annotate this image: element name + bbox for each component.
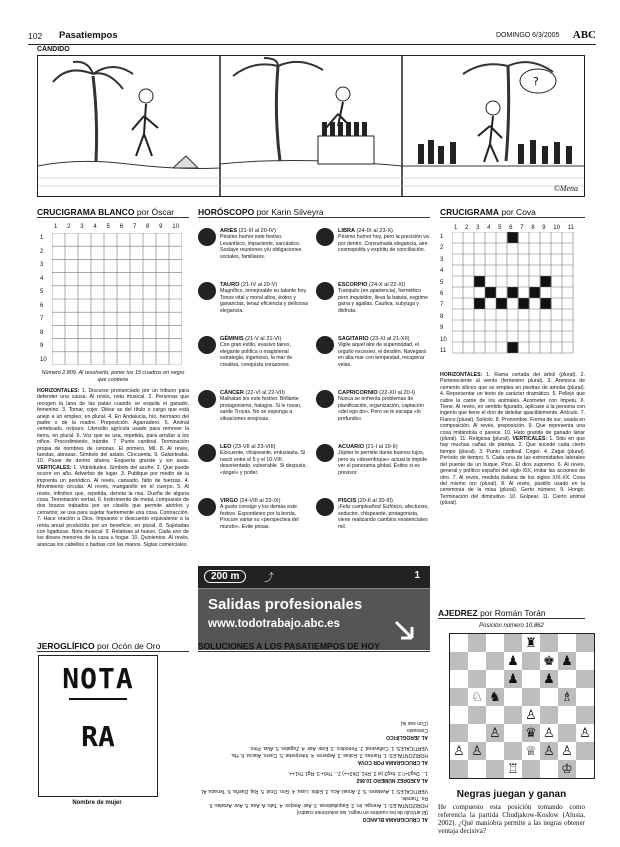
- ad-url[interactable]: www.todotrabajo.abc.es: [208, 618, 340, 630]
- newspaper-logo: ABC: [572, 29, 596, 41]
- crucigrama-cova-col-numbers: [454, 225, 574, 231]
- crucigrama-cova-row-numbers: [440, 234, 450, 354]
- horoscope-piscis: [316, 498, 431, 530]
- clues-label: HORIZONTALES:: [37, 388, 80, 394]
- capricornio-icon: [316, 390, 334, 408]
- jeroglifico-line2: RA: [81, 720, 115, 753]
- section-title-bold: CRUCIGRAMA BLANCO: [37, 207, 135, 217]
- sign-name: ARIES: [220, 228, 238, 234]
- clues-label: VERTICALES:: [512, 436, 548, 443]
- fraction-line: [69, 698, 127, 700]
- crucigrama-blanco-note: Número 2.809. Al resolverlo, poner los 15 cuadros en negro que contiene: [41, 370, 185, 383]
- sign-date: (24-IX al 23-X): [356, 228, 393, 234]
- solucion-line: VERTICALES: 1. Cañaveral. 2. Periódico. 3. Este. Asir. 4. Zagales. 5. Alas. Pino.: [249, 745, 428, 751]
- page-header: [28, 30, 596, 45]
- sign-name: CAPRICORNIO: [338, 390, 378, 396]
- row-number: 1: [440, 234, 444, 240]
- row-number: 8: [440, 313, 444, 320]
- verticales-text: 1. Sitio en que hay muchas cañas de plantas. 2. Que sucede cada cierto tiempo (plural). 3. Punto cardinal. Coger. 4. Zagal (plural). Período de tiempo. 5. Cada una de las extremidades laterales del puente de un buque. Pino. El dios supremo. 6. Al revés, general y político español del siglo XIX, imitar las acciones de otro. 7. Al revés, medida italiana de los siglos XIX-XX. Cosa del mismo oro (plural). 8. Al revés, pastillo usado en la ceremonia de la misa (plural). Gerto número. 9. Hongo. Terminación del diminutivo. 10. Golpear. 11. Cierto animal (plural).: [440, 436, 585, 507]
- soluciones-title: SOLUCIONES A LOS PASATIEMPOS DE HOY: [198, 641, 430, 652]
- solucion-line: VERTICALES: 1. Avatares. S. 2. Anual. Aca. 3. Edite. Lasa. 4. Giro. Ocat. 5. Raj. Dueña. 6. Tenaza. Al.: [200, 788, 428, 794]
- ad-step: 1: [414, 570, 420, 581]
- horoscopo-title: [198, 207, 430, 218]
- chess-board: [449, 633, 595, 779]
- solucion-line: Consuelo: [406, 727, 428, 733]
- sign-text: Tranquilo (en apariencia), hermético pero inquisidor, lleva la batuta, esgrime garra y agallas. Cautiva, subyuga y disfruta.: [338, 288, 428, 314]
- section-author: por Cova: [501, 207, 536, 217]
- solucion-line: AL JEROGLÍFICO: [386, 734, 428, 740]
- col-number: 8: [145, 224, 150, 230]
- section-title-bold: CRUCIGRAMA: [440, 207, 500, 217]
- row-number: 3: [40, 262, 44, 269]
- comic-illustration: [38, 56, 584, 196]
- section-author: por Román Torán: [480, 608, 546, 618]
- horoscope-aries: [198, 228, 310, 260]
- escorpio-icon: [316, 282, 334, 300]
- sign-name: TAURO: [220, 282, 240, 288]
- sagitario-icon: [316, 336, 334, 354]
- sign-name: ESCORPIO: [338, 282, 368, 288]
- sign-name: CÁNCER: [220, 390, 244, 396]
- ajedrez-subtitle: Posición número 10.862: [479, 623, 544, 629]
- sign-date: (24-X al 22-XI): [368, 282, 406, 288]
- col-number: 7: [132, 224, 137, 230]
- col-number: 5: [106, 224, 110, 230]
- row-number: 11: [440, 347, 447, 354]
- col-number: 2: [465, 225, 469, 231]
- sign-date: (21-IV al 20-V): [240, 282, 278, 288]
- soluciones-box: [198, 656, 430, 826]
- ad-headline: Salidas profesionales: [208, 596, 363, 613]
- crucigrama-cova-clues: [440, 372, 585, 507]
- sign-date: (24-VIII al 23-IX): [239, 498, 281, 504]
- ad-distance: 200 m: [204, 570, 246, 583]
- crucigrama-blanco-title: [37, 207, 189, 218]
- sign-date: (21-V al 21-VI): [245, 336, 282, 342]
- row-number: 9: [440, 325, 444, 332]
- col-number: 8: [531, 225, 535, 231]
- sign-date: (21-III al 20-IV): [238, 228, 276, 234]
- horoscope-tauro: [198, 282, 310, 314]
- horoscope-geminis: [198, 336, 310, 368]
- horoscope-leo: [198, 444, 310, 476]
- sign-date: (21-I al 19-II): [365, 444, 398, 450]
- sign-text: Malhatan les este festivo. Brillante protagonismo, halagos. Si le rozan, sarde Troyas. No se exponga a situaciones enojosas.: [220, 396, 302, 422]
- sign-date: (20-II al 20-III): [357, 498, 393, 504]
- sign-text: A gusto consigo y los demás este festivo. Espontáneo por la borda. Procure variar su «perspectiva del mundo». Evite prisas.: [220, 504, 299, 530]
- col-number: 1: [54, 224, 58, 230]
- todotrabajo-ad[interactable]: [198, 566, 430, 650]
- sign-text: Pésimo humor este festivo. Levantisco, impaciente, sarcástico. Soslaye reuniones y/u obligaciones sociales, familiares.: [220, 234, 302, 260]
- sign-text: Nunca se enfrenta problemas de planificación, organización, captación «del ego do». Pero se le escapa «lo profundo».: [338, 396, 424, 422]
- sign-date: (22-XII al 20-I): [379, 390, 415, 396]
- row-number: 1: [40, 235, 44, 241]
- horoscope-sagitario: [316, 336, 431, 368]
- crucigrama-blanco-clues: [37, 388, 189, 548]
- clues-label: VERTICALES:: [37, 464, 72, 471]
- row-number: 10: [40, 356, 47, 363]
- piscis-icon: [316, 498, 334, 516]
- sign-date: (23-VII al 23-VIII): [232, 444, 276, 450]
- svg-text:?: ?: [533, 75, 539, 88]
- sign-date: (23-XI al 21-XII): [370, 336, 410, 342]
- crucigrama-blanco-col-numbers: [54, 224, 179, 230]
- horoscope-acuario: [316, 444, 431, 476]
- sign-name: GÉMINIS: [220, 336, 244, 342]
- horoscope-list: [198, 228, 433, 558]
- row-number: 2: [40, 248, 44, 255]
- section-author: por Óscar: [136, 207, 175, 217]
- jeroglifico-box: [38, 655, 158, 797]
- sign-date: (22-VI al 22-VII): [245, 390, 285, 396]
- comic-strip: [37, 55, 585, 197]
- aries-icon: [198, 228, 216, 246]
- section-title-bold: HORÓSCOPO: [198, 207, 255, 217]
- col-number: 9: [159, 224, 163, 230]
- col-number: 5: [498, 225, 502, 231]
- sign-name: SAGITARIO: [338, 336, 369, 342]
- col-number: 4: [487, 225, 491, 231]
- col-number: 9: [542, 225, 546, 231]
- section-author: por Ocón de Oro: [97, 641, 161, 651]
- col-number: 2: [67, 224, 71, 230]
- sign-name: LIBRA: [338, 228, 356, 234]
- virgo-icon: [198, 498, 216, 516]
- row-number: 4: [440, 268, 444, 275]
- row-number: 5: [440, 279, 444, 286]
- issue-date: DOMINGO 6/3/2005: [496, 32, 560, 39]
- sign-text: Con gran estilo, evasivo tairex, elegante política o magisterial estrategia, ingenioso, la mar de creativa, conquista corazones.: [220, 342, 293, 368]
- sign-name: LEO: [220, 444, 232, 450]
- sign-text: Júpiter le permite darse buenos lujos, pero su «desenfoque» actual le impide ver el panorama global. Éxitos si es previsor.: [338, 450, 428, 476]
- col-number: 4: [93, 224, 97, 230]
- horizontales-text: 1. Discurso pronunciado por un tribuno para defender una causa. Al revés, nota musical. 2. Personas que recogen la lana de las patas cuando se esquila el ganado, femenino. 3. Tomar, cojer. Diése se del título o cargo que está anejo a un empleo, en plural. 4. En Andalucía, hío, hermano del padre o de la madre. Preposición. Agarradero. 5. Animal vertebrado, ovíparo. Utensilio agrícola usado para remover la tierra, en plural. 6. Voz que se usa, repetida, para arrullar a los niños. Procedimiento, trámite. 7. Punto cardinal. Terminación propia de nombres de cetonas. El primero. Mil. 8. Al revés, tuestas, abrasas. Símbolo del astato. Cincuenta. 9. Galanteaba. 10. Pasar de dentro afuera. Esquerta grande y sin asas.: [37, 388, 189, 465]
- clues-label: HORIZONTALES:: [440, 372, 483, 378]
- sign-name: ACUARIO: [338, 444, 365, 450]
- libra-icon: [316, 228, 334, 246]
- tauro-icon: [198, 282, 216, 300]
- horoscope-virgo: [198, 498, 310, 530]
- sign-text: Elocuente, chispeante, entusiasta. Si nació entre el 5 y el 10-VIII, desorientado, vulnerable. Si después, «ángel» y poder.: [220, 450, 307, 476]
- col-number: 6: [119, 224, 124, 230]
- col-number: 3: [476, 225, 480, 231]
- solucion-line: HORIZONTALES: 1. Arenga. Im. 2. Esquiladoras. 3. Asir. Anejos. 4. Tato. A. Asa. 5. Ave. Azadas. 6. Ro. Tramite.: [208, 795, 428, 808]
- comic-signature: ©Mena: [553, 184, 578, 193]
- crucigrama-blanco-row-numbers: [40, 235, 50, 363]
- chess-board-grid: ♜ ♟ ♚ ♟ ♟ ♟ ♘ ♞ ♗ ♙ ♙ ♛ ♙ ♙ ♙ ♙ ♕ ♙ ♙ ♖ ♔: [450, 634, 594, 778]
- section-title-bold: JEROGLÍFICO: [37, 641, 95, 651]
- horoscope-capricornio: [316, 390, 431, 422]
- crucigrama-cova-title: [440, 207, 585, 218]
- section-name: Pasatiempos: [59, 30, 118, 41]
- leo-icon: [198, 444, 216, 462]
- exit-icon: ⤴: [264, 573, 274, 584]
- solucion-line: 1... Dxg3+!! 2. hxg3 (si 2. Rh1, Dh2++) 2... Th6+ 3. Rg1 Th1++.: [287, 770, 428, 776]
- row-number: 5: [40, 289, 44, 296]
- ajedrez-caption: Negras juegan y ganan: [456, 789, 567, 800]
- col-number: 11: [567, 225, 574, 231]
- section-title-bold: AJEDREZ: [438, 608, 478, 618]
- col-number: 10: [172, 224, 179, 230]
- row-number: 6: [40, 302, 44, 309]
- page-number: 102: [28, 31, 43, 41]
- ajedrez-text: He compuesto esta posición tomando como referencia la partida Chudjakow-Koslow (Alusta, 2002). ¿Qué maniobra permite a las negras obtener ventaja decisiva?: [438, 803, 585, 835]
- horoscope-cancer: [198, 390, 310, 422]
- col-number: 10: [553, 225, 560, 231]
- ad-sign-bar: [198, 566, 430, 589]
- cancer-icon: [198, 390, 216, 408]
- col-number: 3: [80, 224, 84, 230]
- solucion-line: HORIZONTALES: 1. Ramas. 2. Eolias. 3. Asperon. 4. Interpretar. 5. Cuero. Atacar. 6. Ha.: [230, 752, 428, 758]
- solucion-line: AL CRUCIGRAMA POR COVA: [357, 759, 428, 765]
- sign-text: Vigile aquel aire de superioridad, el orgullo excesivo, el desdén. Navegará en alta mar con tempestad, recuperar velas.: [338, 342, 426, 368]
- row-number: 3: [440, 256, 444, 263]
- jeroglifico-caption: Nombre de mujer: [72, 800, 122, 806]
- row-number: 7: [40, 316, 44, 323]
- crucigrama-blanco-grid: [52, 233, 182, 365]
- row-number: 7: [440, 302, 444, 309]
- col-number: 7: [520, 225, 524, 231]
- horizontales-text: 1. Rama cortada del árbol (plural). 2. Perteneciente al viento (femenino plural). 3. Arenisca de cemento silíceo que se emplea en piedras de amolar (plural). 4. Representar un texto de carácter dramático. 5. Pellejo que cubre la carne de los animales. Acometer con ímpetu. 6. Tiene. Al revés, en sentido figurado, aplicase a la persona con ingenio que tiene el don de deleitar apaciblemente. Artículo. 7. Flanco (plural). Solicito. 8. Pronombre. Forma de sur, usada en composición. Al revés, preposición. 9. Que representa una cosa imitándola o parece. 10. Hato grande de ganado lanar (plural). 11. Religiosa (plural).: [440, 372, 585, 443]
- comic-title: CÁNDIDO: [37, 46, 70, 53]
- sign-name: PISCIS: [338, 498, 357, 504]
- soluciones-upside-down-text: [198, 656, 430, 826]
- acuario-icon: [316, 444, 334, 462]
- row-number: 6: [440, 290, 444, 297]
- row-number: 4: [40, 275, 44, 282]
- jeroglifico-line1: NOTA: [62, 662, 134, 695]
- solucion-line: AL CRUCIGRAMA BLANCO: [362, 816, 428, 822]
- col-number: 6: [509, 225, 513, 231]
- crucigrama-cova-grid: [452, 232, 574, 354]
- sign-name: VIRGO: [220, 498, 239, 504]
- sign-text: ¡Feliz cumpleaños! Eufórico, afectuoso, seductor, chispeante, protagonista, viene realizando cambios existenciales mil.: [338, 504, 429, 530]
- horoscope-escorpio: [316, 282, 431, 314]
- ajedrez-title: [438, 608, 585, 619]
- horoscope-libra: [316, 228, 431, 254]
- jeroglifico-title: [37, 641, 189, 652]
- row-number: 9: [40, 343, 44, 350]
- row-number: 2: [440, 245, 444, 252]
- section-author: por Karin Silveyra: [256, 207, 324, 217]
- sign-text: Pésimo humor hoy, pero la precisión va por dentro. Consumada elegancia, aire cosmopolita y espíritu de conciliación.: [338, 234, 429, 254]
- row-number: 10: [440, 336, 447, 343]
- solucion-line: (Con sue la): [400, 720, 428, 726]
- row-number: 8: [40, 329, 44, 336]
- solucion-line: AL AJEDREZ NÚMERO 10.862: [356, 777, 428, 783]
- col-number: 1: [454, 225, 458, 231]
- sign-text: Magnífico, inmejorable su talante hoy. Tonos vital y moral altos, éxitos y ganancias, tenaz eficiencia y deliciosa elegancia.: [220, 288, 308, 314]
- verticales-text: 1. Vidrisitudes. Símbolo del azufre. 2. Que puede ocurrir en año. Adverbio de lugar. 3. Publique por medio de la imprenta un periódico. Al revés, cansado, falto de fuerzas. 4. Movimiento circular. Al revés, manganillo en el cuerpo. 5. Al revés, infinitivo que, repetida, denota la risa. Dueña de alguna cosa. Terminación verbal. 6. Instrumento de metal, compuesto de dos brazos trabados por un clavillo que permite abrirlos y cerrarlos; se usa para sujetar fuertemente una cosa. Contracción. 7. Hace oración a Dios. Impuesto o descuento equivalente a la renta anual producida por un beneficio, en plural. 8. Sujetadas con ligaduras. Nota musical. 9. Relativas al hueso. Cada uno de los dioses menores de la casa u hogar. 10. Quinientos. Al revés, arancas los cabellos o barbas con las manos. Siglas comerciales.: [37, 464, 189, 548]
- geminis-icon: [198, 336, 216, 354]
- solucion-line: (El artículo de los cuadros en negro, las soluciones cuadro): [296, 809, 428, 815]
